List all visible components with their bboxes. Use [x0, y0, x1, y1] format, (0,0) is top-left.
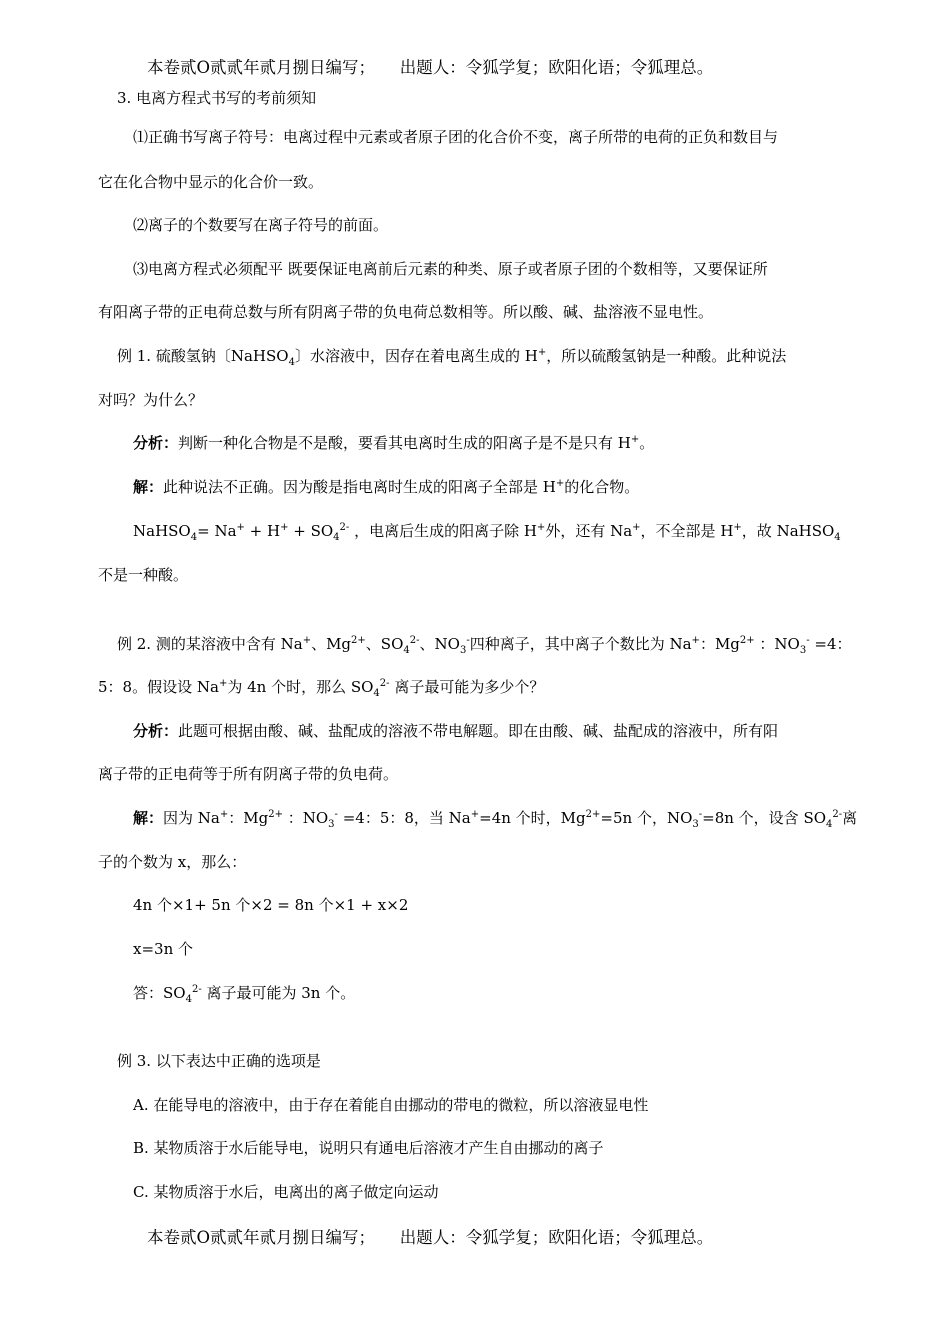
example-2-solution: 解：因为 Na+：$Mg^{2+}$ ：$NO_3^- =4$：5：8，当 Na+=4n 个时，$Mg^{2+}=5n$ 个，$NO_3^-=8n$ 个，设含 $SO_4^{2-}$离 [133, 809, 858, 830]
rule-3-line-2: 有阳离子带的正电荷总数与所有阴离子带的负电荷总数相等。所以酸、碱、盐溶液不显电性。 [98, 303, 714, 321]
analysis-label: 分析： [133, 434, 179, 452]
section-title: 3. 电离方程式书写的考前须知 [117, 89, 317, 107]
example-2-question: 例 2. 测的某溶液中含有 Na+、$Mg^{2+}$、$SO_4^{2-}$、$NO_3^-$四种离子，其中离子个数比为 Na+：$Mg^{2+}$ ：$NO_3^- =4$： [117, 635, 852, 656]
example-3-option-c: C. 某物质溶于水后，电离出的离子做定向运动 [133, 1183, 439, 1201]
example-2-calculation-1: 4n 个×1+ 5n 个×2 = 8n 个×1 + x×2 [133, 896, 409, 914]
example-3-question: 例 3. 以下表达中正确的选项是 [117, 1052, 321, 1070]
example-2-question-line-2: 5：8。假设设 Na+为 4n 个时，那么 $SO_4^{2-}$ 离子最可能为多少个？ [98, 678, 545, 699]
example-1-question-line-2: 对吗？为什么？ [98, 391, 204, 409]
example-3-option-b: B. 某物质溶于水后能导电，说明只有通电后溶液才产生自由挪动的离子 [133, 1139, 604, 1157]
example-2-solution-line-2: 子的个数为 x，那么： [98, 853, 247, 871]
example-1-analysis: 分析：判断一种化合物是不是酸，要看其电离时生成的阳离子是不是只有 H+。 [133, 434, 655, 452]
page-footer: 本卷贰O贰贰年贰月捌日编写； 出题人：令狐学复；欧阳化语；令狐理总。 [147, 1228, 714, 1247]
example-2-analysis: 分析：此题可根据由酸、碱、盐配成的溶液不带电解题。即在由酸、碱、盐配成的溶液中，所有阳 [133, 722, 779, 740]
analysis-label: 分析： [133, 722, 179, 740]
solution-label: 解： [133, 478, 164, 496]
example-2-calculation-2: x=3n 个 [133, 940, 194, 958]
example-1-question: 例 1. 硫酸氢钠〔NaHSO$_4$〕水溶液中，因存在着电离生成的 H+，所以硫酸氢钠是一种酸。此种说法 [117, 347, 787, 368]
example-2-analysis-line-2: 离子带的正电荷等于所有阴离子带的负电荷。 [98, 765, 399, 783]
rule-1-line-1: ⑴正确书写离子符号：电离过程中元素或者原子团的化合价不变，离子所带的电荷的正负和数目与 [133, 128, 779, 146]
example-1-solution: 解：此种说法不正确。因为酸是指电离时生成的阳离子全部是 H+的化合物。 [133, 478, 640, 496]
example-3-option-a: A. 在能导电的溶液中，由于存在着能自由挪动的带电的微粒，所以溶液显电性 [133, 1096, 649, 1114]
example-1-equation: NaHSO$_4$= $Na^+ + H^+ + SO_4^{2-}$ ，电离后生成的阳离子除 H+外，还有 Na+，不全部是 H+，故 NaHSO$_4$ [133, 522, 841, 543]
example-2-answer: 答：$SO_4^{2-}$ 离子最可能为 3n 个。 [133, 984, 356, 1005]
rule-2: ⑵离子的个数要写在离子符号的前面。 [133, 216, 389, 234]
example-1-conclusion: 不是一种酸。 [98, 566, 189, 584]
rule-3-line-1: ⑶电离方程式必须配平 既要保证电离前后元素的种类、原子或者原子团的个数相等，又要保证所 [133, 260, 768, 278]
page-header: 本卷贰O贰贰年贰月捌日编写； 出题人：令狐学复；欧阳化语；令狐理总。 [147, 58, 714, 77]
rule-1-line-2: 它在化合物中显示的化合价一致。 [98, 173, 324, 191]
solution-label: 解： [133, 809, 164, 827]
